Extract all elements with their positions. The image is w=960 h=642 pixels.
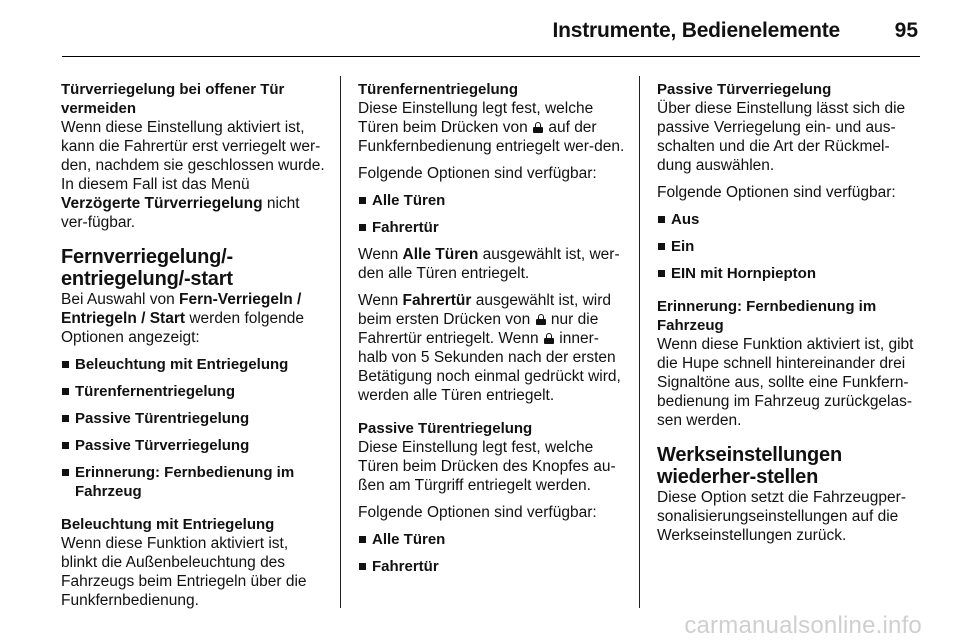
option-list bbox=[61, 355, 325, 501]
list-item: Erinnerung: Fernbedienung im Fahrzeug bbox=[61, 463, 325, 501]
paragraph bbox=[358, 99, 626, 156]
text: Wenn bbox=[358, 292, 403, 309]
paragraph bbox=[358, 245, 626, 283]
list-item: Beleuchtung mit Entriegelung bbox=[61, 355, 325, 374]
paragraph: Folgende Optionen sind verfügbar: bbox=[358, 165, 597, 182]
lock-icon bbox=[536, 314, 546, 325]
section-heading: Passive Türverriegelung bbox=[657, 81, 832, 98]
list-item: Fahrertür bbox=[358, 218, 626, 237]
list-item: Passive Türentriegelung bbox=[61, 409, 325, 428]
option-name: Fahrertür bbox=[402, 292, 472, 309]
text: inner-halb von 5 Sekunden nach der ersten Betätigung noch einmal gedrückt wird, werden alle Türen entriegelt. bbox=[358, 330, 621, 404]
section-heading: Türverriegelung bei offener Tür vermeiden bbox=[61, 81, 285, 117]
page-header bbox=[62, 12, 920, 57]
paragraph: Über diese Einstellung lässt sich die passive Verriegelung ein- und aus-schalten und die Art der Rückmel-dung auswählen. bbox=[657, 100, 906, 174]
list-item: EIN mit Hornpiepton bbox=[657, 264, 923, 283]
list-item: Fahrertür bbox=[358, 557, 626, 576]
list-item: Alle Türen bbox=[358, 530, 626, 549]
paragraph bbox=[358, 291, 626, 405]
column-2 bbox=[358, 80, 626, 584]
paragraph: Wenn diese Funktion aktiviert ist, gibt die Hupe schnell hintereinander drei Signaltöne aus, sollte eine Funkfern-bedienung im Fahrzeug zurückgelas-sen werden. bbox=[657, 336, 914, 429]
menu-name: Verzögerte Türverriegelung bbox=[61, 195, 263, 212]
menu-name: Fern-Verriegeln / Entriegeln / Start bbox=[61, 291, 302, 327]
paragraph bbox=[61, 290, 325, 347]
option-name: Alle Türen bbox=[402, 246, 479, 263]
list-item: Ein bbox=[657, 237, 923, 256]
text: werden folgende Optionen angezeigt: bbox=[61, 310, 304, 346]
column-1 bbox=[61, 80, 325, 618]
paragraph bbox=[61, 118, 325, 232]
lock-icon bbox=[544, 333, 554, 344]
page-number: 95 bbox=[894, 19, 918, 42]
section-title: Fernverriegelung/-entriegelung/-start bbox=[61, 246, 233, 290]
paragraph: Diese Einstellung legt fest, welche Türen beim Drücken des Knopfes au-ßen am Türgriff entriegelt werden. bbox=[358, 439, 616, 494]
column-divider bbox=[639, 76, 640, 608]
text: ausgewählt ist, wird beim ersten Drücken von bbox=[358, 292, 611, 328]
list-item: Passive Türverriegelung bbox=[61, 436, 325, 455]
list-item: Aus bbox=[657, 210, 923, 229]
text: nur die Fahrertür entriegelt. Wenn bbox=[358, 311, 599, 347]
section-title: Werkseinstellungen wiederher-stellen bbox=[657, 444, 842, 488]
paragraph: Folgende Optionen sind verfügbar: bbox=[657, 184, 896, 201]
watermark: carmanualsonline.info bbox=[684, 612, 922, 639]
section-heading: Erinnerung: Fernbedienung im Fahrzeug bbox=[657, 298, 877, 334]
text: Diese Einstellung legt fest, welche Türen beim Drücken von bbox=[358, 100, 594, 136]
section-heading: Türenfernentriegelung bbox=[358, 81, 519, 98]
paragraph: Wenn diese Funktion aktiviert ist, blinkt die Außenbeleuchtung des Fahrzeugs beim Entriegeln über die Funkfernbedienung. bbox=[61, 535, 307, 609]
list-item: Alle Türen bbox=[358, 191, 626, 210]
option-list bbox=[358, 530, 626, 576]
text: Wenn diese Einstellung aktiviert ist, kann die Fahrertür erst verriegelt wer-den, nachdem sie geschlossen wurde. In diesem Fall ist das Menü bbox=[61, 119, 325, 193]
text: Bei Auswahl von bbox=[61, 291, 180, 308]
section-heading: Beleuchtung mit Entriegelung bbox=[61, 516, 275, 533]
text: Wenn bbox=[358, 246, 403, 263]
section-heading: Passive Türentriegelung bbox=[358, 420, 533, 437]
text: ausgewählt ist, wer-den alle Türen entriegelt. bbox=[358, 246, 620, 282]
paragraph: Diese Option setzt die Fahrzeugper-sonalisierungseinstellungen auf die Werkseinstellungen zurück. bbox=[657, 489, 906, 544]
column-3 bbox=[657, 80, 923, 553]
paragraph: Folgende Optionen sind verfügbar: bbox=[358, 504, 597, 521]
text: auf der Funkfernbedienung entriegelt wer-den. bbox=[358, 119, 625, 155]
list-item: Türenfernentriegelung bbox=[61, 382, 325, 401]
column-divider bbox=[340, 76, 341, 608]
header-title: Instrumente, Bedienelemente bbox=[552, 19, 840, 42]
option-list bbox=[358, 191, 626, 237]
option-list bbox=[657, 210, 923, 283]
text: nicht ver-fügbar. bbox=[61, 195, 300, 231]
lock-icon bbox=[533, 122, 543, 133]
